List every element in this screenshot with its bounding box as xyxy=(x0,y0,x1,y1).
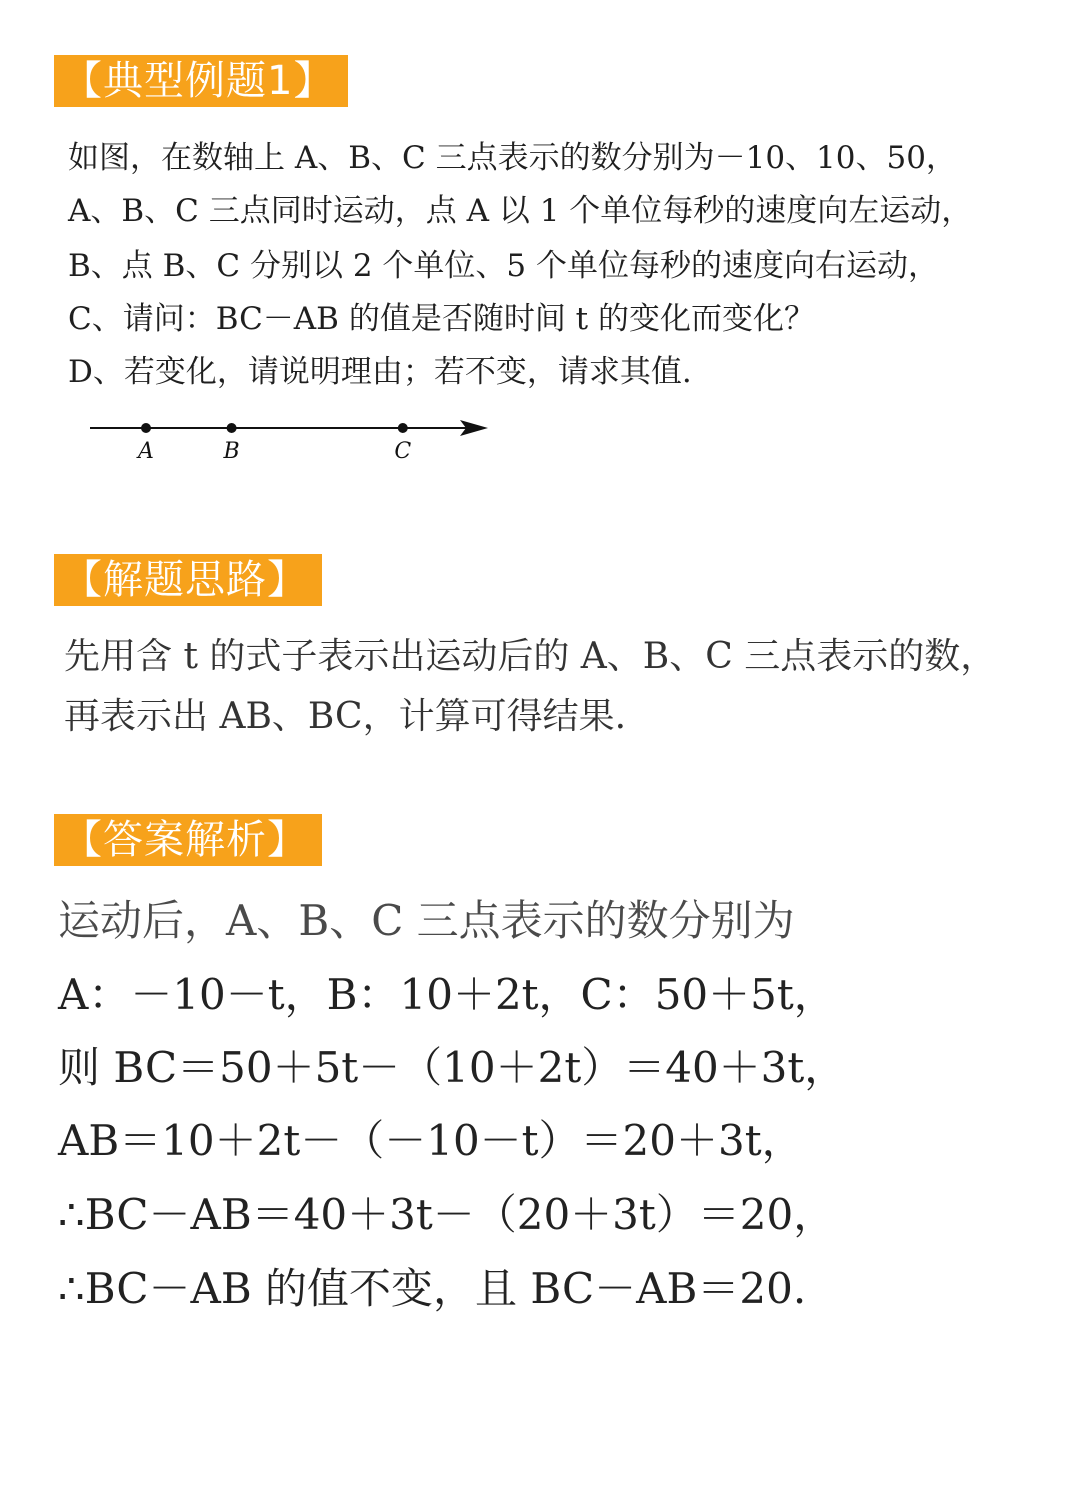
answer-tag: 【答案解析】 xyxy=(54,814,322,866)
point-a-dot xyxy=(141,423,151,433)
approach-line-2: 再表示出 AB、BC，计算可得结果. xyxy=(64,696,627,737)
problem-line-2: A、B、C 三点同时运动，点 A 以 1 个单位每秒的速度向左运动， xyxy=(68,193,973,229)
answer-line-5: ∴BC－AB＝40＋3t－（20＋3t）＝20， xyxy=(58,1190,836,1239)
point-a-label: A xyxy=(138,439,154,464)
answer-line-4: AB＝10＋2t－（－10－t）＝20＋3t， xyxy=(58,1116,804,1165)
answer-line-3: 则 BC＝50＋5t－（10＋2t）＝40＋3t， xyxy=(58,1043,847,1092)
point-b-dot xyxy=(227,423,237,433)
problem-line-4: C、请问：BC－AB 的值是否随时间 t 的变化而变化？ xyxy=(68,301,815,337)
answer-line-1: 运动后，A、B、C 三点表示的数分别为 xyxy=(58,896,795,945)
point-b-label: B xyxy=(223,439,240,464)
point-c-dot xyxy=(398,423,408,433)
number-line xyxy=(80,408,500,468)
example-tag: 【典型例题1】 xyxy=(54,55,348,107)
approach-line-1: 先用含 t 的式子表示出运动后的 A、B、C 三点表示的数， xyxy=(64,636,997,677)
answer-line-2: A：－10－t，B：10＋2t，C：50＋5t， xyxy=(58,970,836,1019)
problem-line-3: B、点 B、C 分别以 2 个单位、5 个单位每秒的速度向右运动， xyxy=(68,248,939,284)
approach-tag: 【解题思路】 xyxy=(54,554,322,606)
problem-line-1: 如图，在数轴上 A、B、C 三点表示的数分别为－10、10、50， xyxy=(68,140,957,176)
answer-line-6: ∴BC－AB 的值不变，且 BC－AB＝20. xyxy=(58,1264,807,1313)
point-c-label: C xyxy=(394,439,412,464)
problem-line-5: D、若变化，请说明理由；若不变，请求其值. xyxy=(68,354,692,390)
